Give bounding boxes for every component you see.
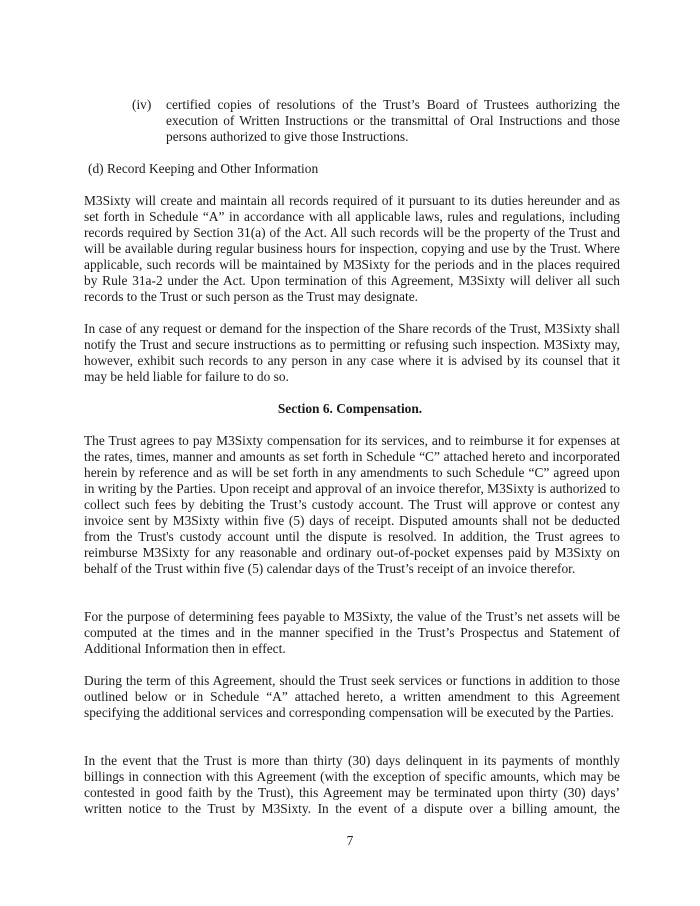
paragraph-compensation [84,433,620,577]
paragraph-text: M3Sixty will create and maintain all records required of it pursuant to its duties hereunder and as set forth in Schedule “A” in accordance with all applicable laws, rules and regulations, including records required by Section 31(a) of the Act. All such records will be the property of the Trust and will be available during regular business hours for inspection, copying and use by the Trust. Where applicable, such records will be maintained by M3Sixty for the periods and in the places required by Rule 31a-2 under the Act. Upon termination of this Agreement, M3Sixty will deliver all such records to the Trust or such person as the Trust may designate. [84,193,620,304]
paragraph-text: For the purpose of determining fees payable to M3Sixty, the value of the Trust’s net assets will be computed at the times and in the manner specified in the Trust’s Prospectus and Statement of Additional Information then in effect. [84,609,620,656]
paragraph-text: In case of any request or demand for the inspection of the Share records of the Trust, M3Sixty shall notify the Trust and secure instructions as to permitting or refusing such inspection. M3Sixty may, however, exhibit such records to any person in any case where it is advised by its counsel that it may be held liable for failure to do so. [84,321,620,384]
subheading-record-keeping: (d) Record Keeping and Other Information [88,161,319,176]
paragraph-inspection [84,321,620,385]
page-number: 7 [346,833,354,848]
list-item-text: certified copies of resolutions of the Trust’s Board of Trustees authorizing the execution of Written Instructions or the transmittal of Oral Instructions and those persons authorized to give those Instructions. [166,97,620,144]
paragraph-text: The Trust agrees to pay M3Sixty compensation for its services, and to reimburse it for expenses at the rates, times, manner and amounts as set forth in Schedule “C” attached hereto and incorporated herein by reference and as will be set forth in any amendments to such Schedule “C” agreed upon in writing by the Parties. Upon receipt and approval of an invoice therefor, M3Sixty is authorized to collect such fees by debiting the Trust’s custody account. The Trust will approve or contest any invoice sent by M3Sixty within five (5) days of receipt. Disputed amounts shall not be deducted from the Trust's custody account until the dispute is resolved. In addition, the Trust agrees to reimburse M3Sixty for any reasonable and ordinary out-of-pocket expenses paid by M3Sixty on behalf of the Trust within five (5) calendar days of the Trust’s receipt of an invoice therefor. [84,433,620,576]
list-item-number: (iv) [132,97,152,112]
list-item-iv [132,97,620,145]
paragraph-text: During the term of this Agreement, should the Trust seek services or functions in addition to those outlined below or in Schedule “A” attached hereto, a written amendment to this Agreement specifying the additional services and corresponding compensation will be executed by the Parties. [84,673,620,720]
paragraph-text: In the event that the Trust is more than thirty (30) days delinquent in its payments of monthly billings in connection with this Agreement (with the exception of specific amounts, which may be contested in good faith by the Trust), this Agreement may be terminated upon thirty (30) days’ written notice to the Trust by M3Sixty. In the event of a dispute over a billing amount, the [84,753,620,816]
paragraph-fees-valuation [84,609,620,657]
paragraph-record-keeping [84,193,620,305]
paragraph-delinquency [84,753,620,817]
paragraph-additional-services [84,673,620,721]
section-title: Section 6. Compensation. [277,401,423,416]
